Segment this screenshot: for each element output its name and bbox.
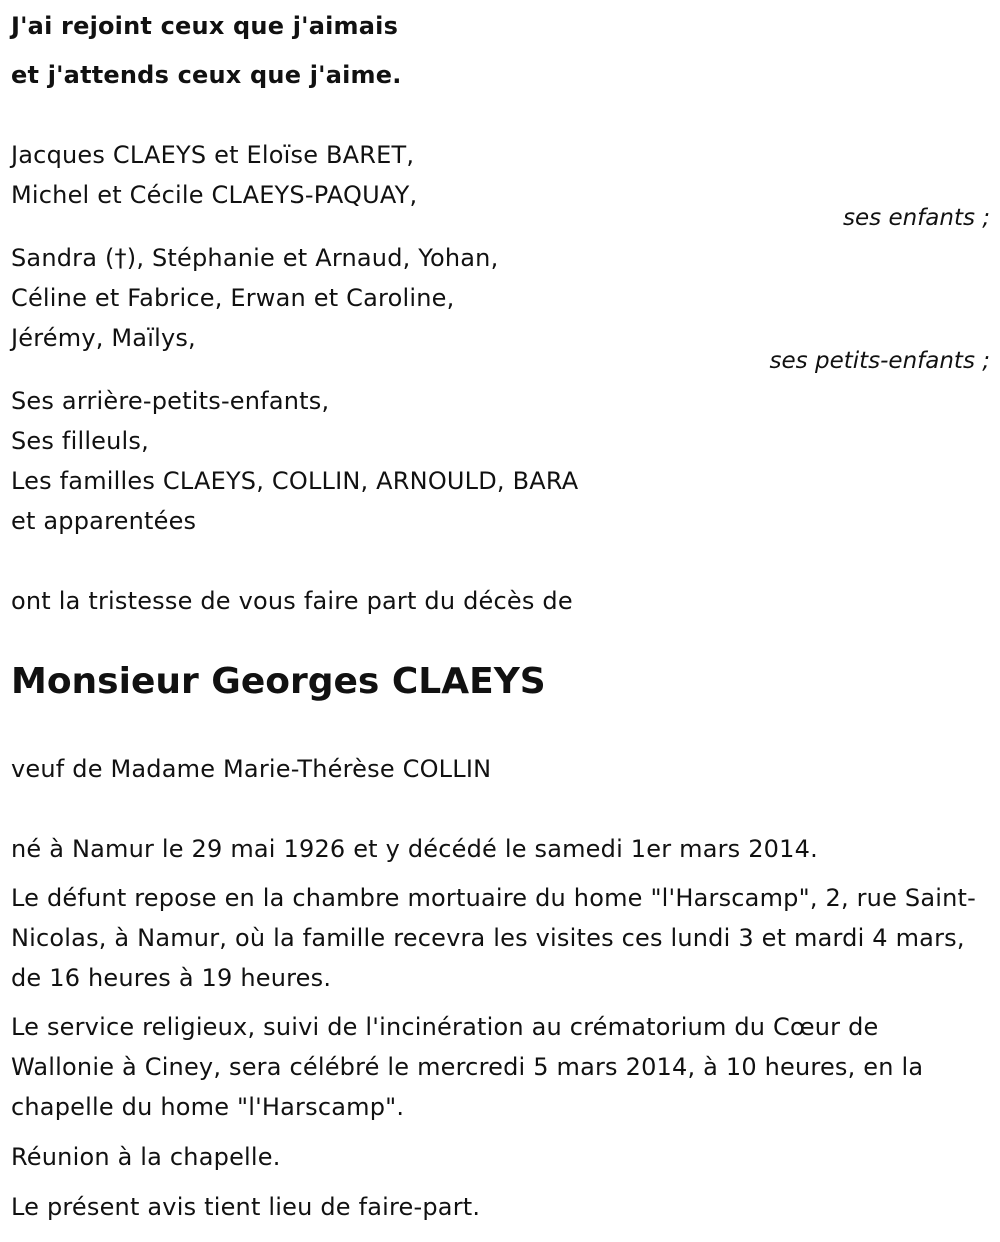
grandchildren-role: ses petits-enfants ;	[769, 348, 990, 374]
rest-paragraph: Le défunt repose en la chambre mortuaire du home "l'Harscamp", 2, rue Saint-Nicolas, à Namur, où la famille recevra les visites ces lundi 3 et mardi 4 mars, de 16 heures à 19 heures.	[11, 884, 976, 992]
grandchildren-line-2: Céline et Fabrice, Erwan et Caroline,	[11, 284, 455, 312]
notice: Le présent avis tient lieu de faire-part.	[11, 1193, 481, 1221]
children-role: ses enfants ;	[843, 205, 990, 231]
others-line-1: Ses arrière-petits-enfants,	[11, 387, 330, 415]
announcement: ont la tristesse de vous faire part du décès de	[11, 587, 573, 615]
service-paragraph: Le service religieux, suivi de l'incinération au crématorium du Cœur de Wallonie à Ciney, sera célébré le mercredi 5 mars 2014, à 10 heures, en la chapelle du home "l'Harscamp".	[11, 1013, 924, 1121]
deceased-name: Monsieur Georges CLAEYS	[11, 661, 546, 702]
children-line-2: Michel et Cécile CLAEYS-PAQUAY,	[11, 181, 418, 209]
others-line-2: Ses filleuls,	[11, 427, 149, 455]
grandchildren-line-3: Jérémy, Maïlys,	[11, 324, 196, 352]
epigraph-line-1: J'ai rejoint ceux que j'aimais	[11, 12, 399, 40]
children-line-1: Jacques CLAEYS et Eloïse BARET,	[11, 141, 415, 169]
meeting: Réunion à la chapelle.	[11, 1143, 281, 1171]
birth-death: né à Namur le 29 mai 1926 et y décédé le samedi 1er mars 2014.	[11, 835, 818, 863]
epigraph-line-2: et j'attends ceux que j'aime.	[11, 61, 402, 89]
grandchildren-line-1: Sandra (†), Stéphanie et Arnaud, Yohan,	[11, 244, 499, 272]
others-line-4: et apparentées	[11, 507, 197, 535]
others-line-3: Les familles CLAEYS, COLLIN, ARNOULD, BARA	[11, 467, 579, 495]
widower-of: veuf de Madame Marie-Thérèse COLLIN	[11, 755, 492, 783]
